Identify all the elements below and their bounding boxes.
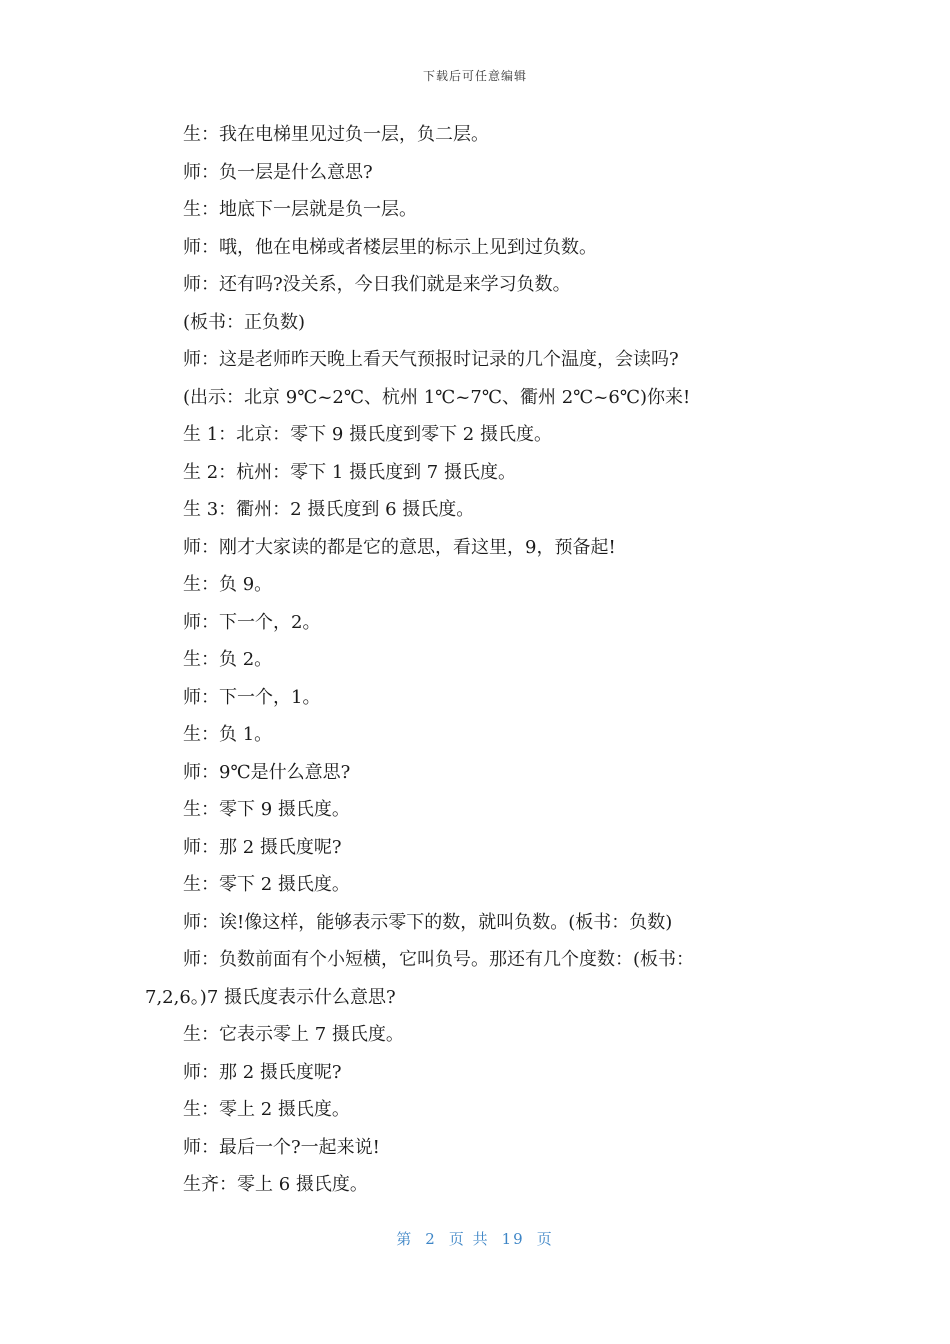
- paragraph: 生齐：零上 6 摄氏度。: [183, 1174, 368, 1195]
- paragraph: 生：我在电梯里见过负一层，负二层。: [183, 124, 489, 145]
- document-body: [145, 116, 745, 1204]
- page-label-suffix: 页: [536, 1230, 554, 1248]
- paragraph: 生：负 9。: [183, 574, 273, 595]
- total-pages-number: 19: [501, 1230, 525, 1248]
- paragraph: (出示：北京 9℃~2℃、杭州 1℃~7℃、衢州 2℃~6℃)你来!: [183, 386, 691, 408]
- paragraph: 师：诶!像这样，能够表示零下的数，就叫负数。(板书：负数): [183, 911, 673, 933]
- paragraph: 师：哦，他在电梯或者楼层里的标示上见到过负数。: [183, 236, 597, 258]
- page-label-prefix: 第: [396, 1230, 414, 1248]
- paragraph: 师：还有吗?没关系，今日我们就是来学习负数。: [183, 274, 571, 295]
- paragraph: 师：下一个，2。: [183, 611, 321, 633]
- paragraph: 师：9℃是什么意思?: [183, 761, 351, 783]
- paragraph: 生 2：杭州：零下 1 摄氏度到 7 摄氏度。: [183, 461, 516, 483]
- paragraph: 师：下一个，1。: [183, 686, 321, 708]
- paragraph: 生：它表示零上 7 摄氏度。: [183, 1024, 404, 1045]
- paragraph: 生：零上 2 摄氏度。: [183, 1099, 350, 1120]
- paragraph: 师：这是老师昨天晚上看天气预报时记录的几个温度，会读吗?: [183, 349, 679, 370]
- paragraph: 生 1：北京：零下 9 摄氏度到零下 2 摄氏度。: [183, 424, 552, 445]
- paragraph: 师：那 2 摄氏度呢?: [183, 836, 342, 858]
- paragraph: 师：最后一个?一起来说!: [183, 1136, 380, 1158]
- paragraph: 师：那 2 摄氏度呢?: [183, 1061, 342, 1083]
- paragraph: 师：负数前面有个小短横，它叫负号。那还有几个度数：(板书：7,2,6。)7 摄氏度表示什么意思?: [145, 949, 695, 1008]
- paragraph: 生 3：衢州：2 摄氏度到 6 摄氏度。: [183, 499, 475, 520]
- current-page-number: 2: [425, 1230, 437, 1248]
- paragraph: 生：地底下一层就是负一层。: [183, 199, 417, 220]
- paragraph: 师：刚才大家读的都是它的意思，看这里，9，预备起!: [183, 536, 616, 558]
- paragraph: 师：负一层是什么意思?: [183, 161, 373, 183]
- paragraph: 生：零下 9 摄氏度。: [183, 799, 350, 820]
- paragraph: 生：负 1。: [183, 724, 273, 745]
- paragraph: (板书：正负数): [183, 311, 306, 333]
- page-footer: [0, 1228, 950, 1249]
- paragraph: 生：零下 2 摄氏度。: [183, 874, 350, 895]
- page-label-mid: 页 共: [448, 1230, 490, 1248]
- page-header: 下载后可任意编辑: [422, 69, 527, 83]
- paragraph: 生：负 2。: [183, 649, 273, 670]
